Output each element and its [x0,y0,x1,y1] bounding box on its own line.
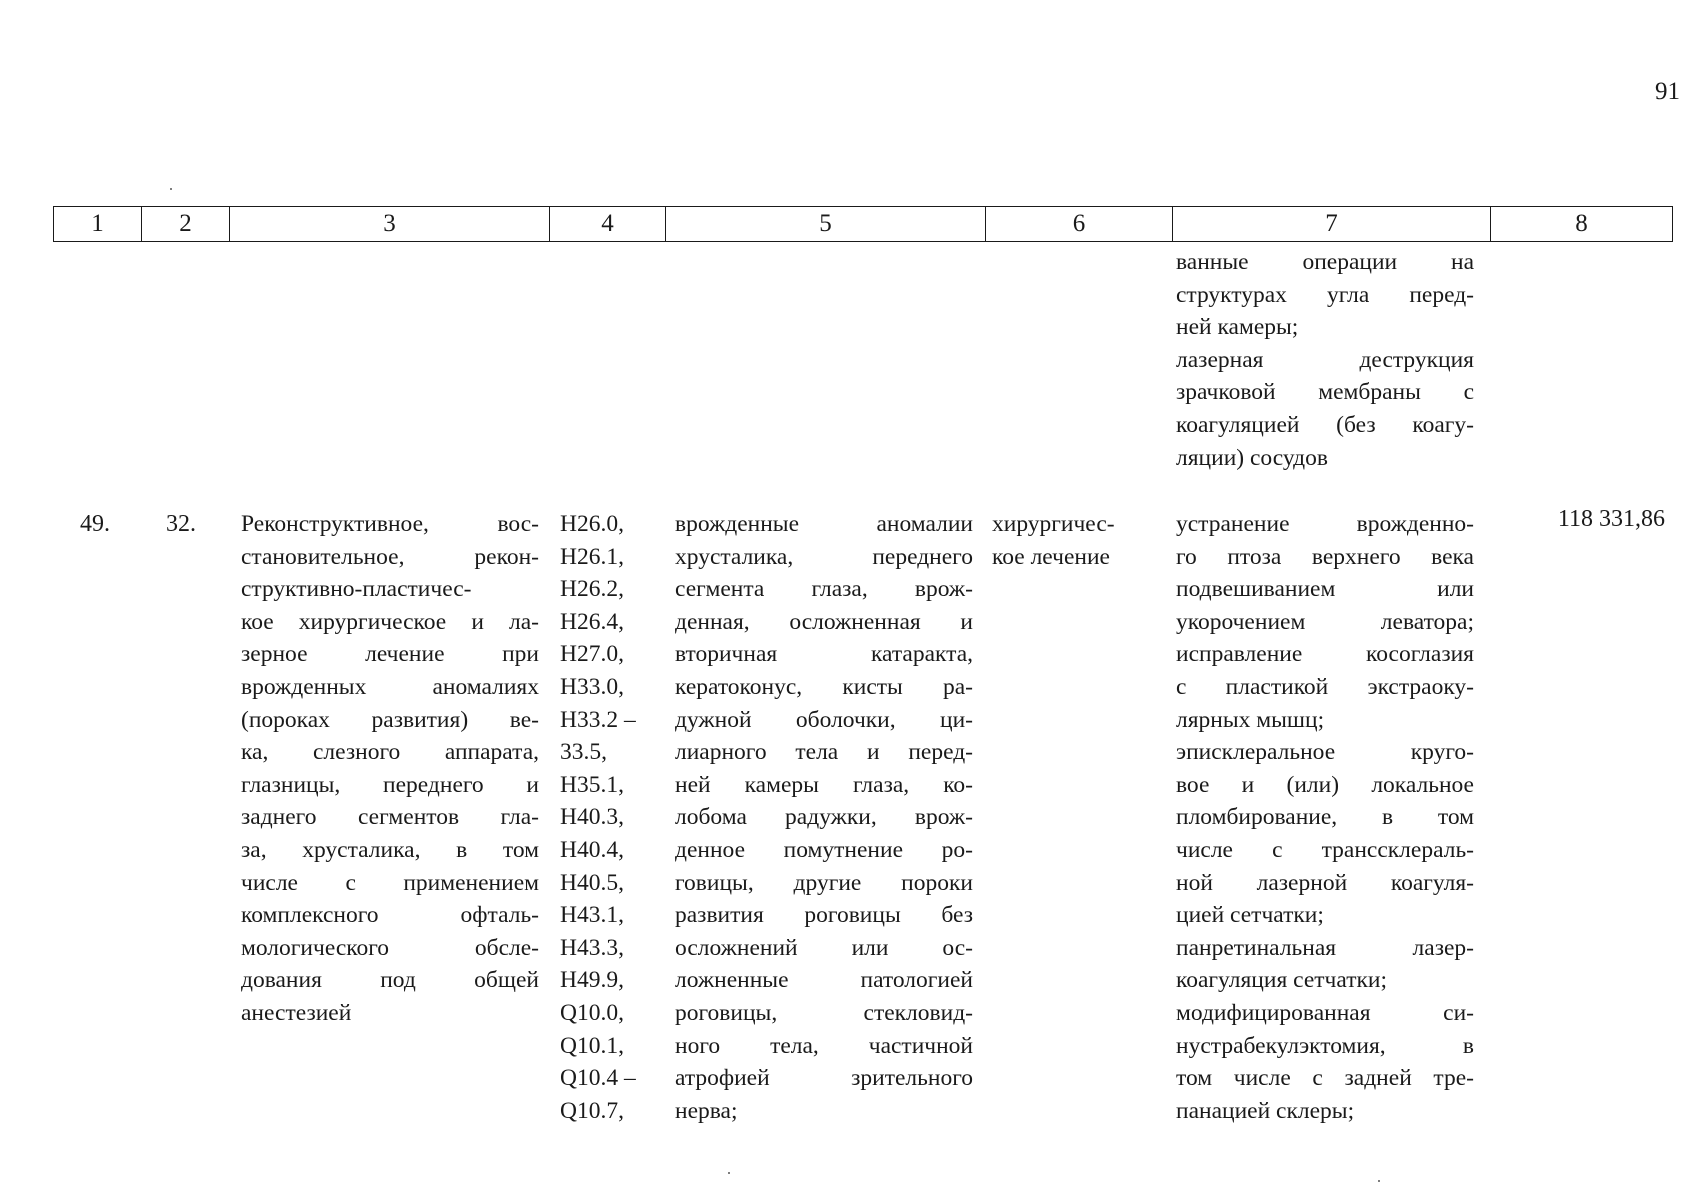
icd-code: H27.0, [560,641,624,668]
text-line: числе с транссклераль- [1176,836,1474,863]
text-line: атрофией зрительного [675,1065,973,1092]
text-line: врожденных аномалиях [241,673,539,700]
text-line: ного тела, частичной [675,1032,973,1059]
text-line: зерное лечение при [241,641,539,668]
text-line: Реконструктивное, вос- [241,511,539,537]
text-line: ляции) сосудов [1176,444,1328,471]
icd-code: H33.2 – [560,706,636,733]
icd-code: H26.1, [560,543,624,570]
text-line: денная, осложненная и [675,608,973,635]
icd-code: H40.4, [560,836,624,863]
icd-codes [560,508,660,1127]
text-line: развития роговицы без [675,902,973,929]
icd-code: H43.3, [560,934,624,961]
text-line: подвешиванием или [1176,576,1474,603]
text-line: ложненные патологией [675,967,973,994]
column-number-cell: 2 [142,207,230,242]
cost-value: 118 331,86 [1557,506,1665,532]
icd-code: H40.5, [560,869,624,896]
text-line: зрачковой мембраны с [1176,379,1474,406]
column-number-row [53,206,1673,242]
scan-speck [728,1172,730,1174]
text-line: го птоза верхнего века [1176,543,1474,570]
text-line: панацией склеры; [1176,1097,1355,1124]
treatment-type [992,508,1162,573]
text-line: лярных мышц; [1176,706,1325,733]
text-line: структивно-пластичес- [241,576,472,603]
text-line: нерва; [675,1097,738,1124]
icd-code: 33.5, [560,739,607,766]
text-line: сегмента глаза, врож- [675,576,973,603]
text-line: ней камеры глаза, ко- [675,771,973,798]
icd-code: H43.1, [560,902,624,929]
text-line: панретинальная лазер- [1176,934,1474,961]
text-line: заднего сегментов гла- [241,804,539,831]
text-line: цией сетчатки; [1176,902,1324,929]
text-line: нустрабекулэктомия, в [1176,1032,1474,1059]
text-line: ней камеры; [1176,314,1299,341]
text-line: том числе с задней тре- [1176,1065,1474,1092]
text-line: ванные операции на [1176,249,1474,275]
column-number-cell: 3 [230,207,550,242]
icd-code: Q10.7, [560,1097,624,1124]
text-line: дования под общей [241,967,539,994]
text-line: с пластикой экстраоку- [1176,673,1474,700]
text-line: пломбирование, в том [1176,804,1474,831]
text-line: (пороках развития) ве- [241,706,539,733]
text-line: ной лазерной коагуля- [1176,869,1474,896]
text-line: лиарного тела и перед- [675,739,973,766]
text-line: кератоконус, кисты ра- [675,673,973,700]
page-number: 91 [1655,78,1680,105]
column-number-cell: 1 [54,207,142,242]
text-line: лобома радужки, врож- [675,804,973,831]
text-line: роговицы, стекловид- [675,999,973,1026]
text-line: осложнений или ос- [675,934,973,961]
icd-code: H35.1, [560,771,624,798]
icd-code: Q10.0, [560,999,624,1026]
column-number-cell: 6 [986,207,1173,242]
column-number-cell: 5 [666,207,986,242]
text-line: кое хирургическое и ла- [241,608,539,635]
text-line: глазницы, переднего и [241,771,539,798]
text-line: коагуляция сетчатки; [1176,967,1387,994]
text-line: становительное, рекон- [241,543,539,570]
text-line: комплексного офталь- [241,902,539,929]
text-line: исправление косоглазия [1176,641,1474,668]
icd-code: H26.2, [560,576,624,603]
scan-speck [1378,1180,1380,1182]
text-line: коагуляцией (без коагу- [1176,411,1474,438]
icd-code: H26.4, [560,608,624,635]
text-line: эписклеральное круго- [1176,739,1474,766]
text-line: модифицированная си- [1176,999,1474,1026]
text-line: лазерная деструкция [1176,346,1474,373]
icd-code: Q10.4 – [560,1065,636,1092]
care-type-name [241,508,539,1030]
text-line: хрусталика, переднего [675,543,973,570]
text-line: вое и (или) локальное [1176,771,1474,798]
text-line: структурах угла перед- [1176,281,1474,308]
column-number-cell: 8 [1491,207,1673,242]
text-line: врожденные аномалии [675,511,973,537]
text-line: мологического обсле- [241,934,539,961]
column-number-cell: 4 [550,207,666,242]
text-line: дужной оболочки, ци- [675,706,973,733]
text-line: за, хрусталика, в том [241,836,539,863]
icd-code: Q10.1, [560,1032,624,1059]
icd-code: H40.3, [560,804,624,831]
text-line: хирургичес- [992,511,1115,537]
treatment-method [1176,508,1474,1127]
row-number: 49. [80,511,110,537]
text-line: числе с применением [241,869,539,896]
text-line: вторичная катаракта, [675,641,973,668]
scan-speck [170,188,172,190]
icd-code: H49.9, [560,967,624,994]
text-line: устранение врожденно- [1176,511,1474,537]
text-line: кое лечение [992,543,1110,570]
continued-method-text [1176,246,1474,474]
group-number: 32. [166,511,196,537]
patient-model [675,508,973,1127]
text-line: говицы, другие пороки [675,869,973,896]
icd-code: H26.0, [560,511,624,537]
text-line: ка, слезного аппарата, [241,739,539,766]
icd-code: H33.0, [560,673,624,700]
text-line: анестезией [241,999,352,1026]
text-line: денное помутнение ро- [675,836,973,863]
text-line: укорочением леватора; [1176,608,1474,635]
column-number-cell: 7 [1173,207,1491,242]
